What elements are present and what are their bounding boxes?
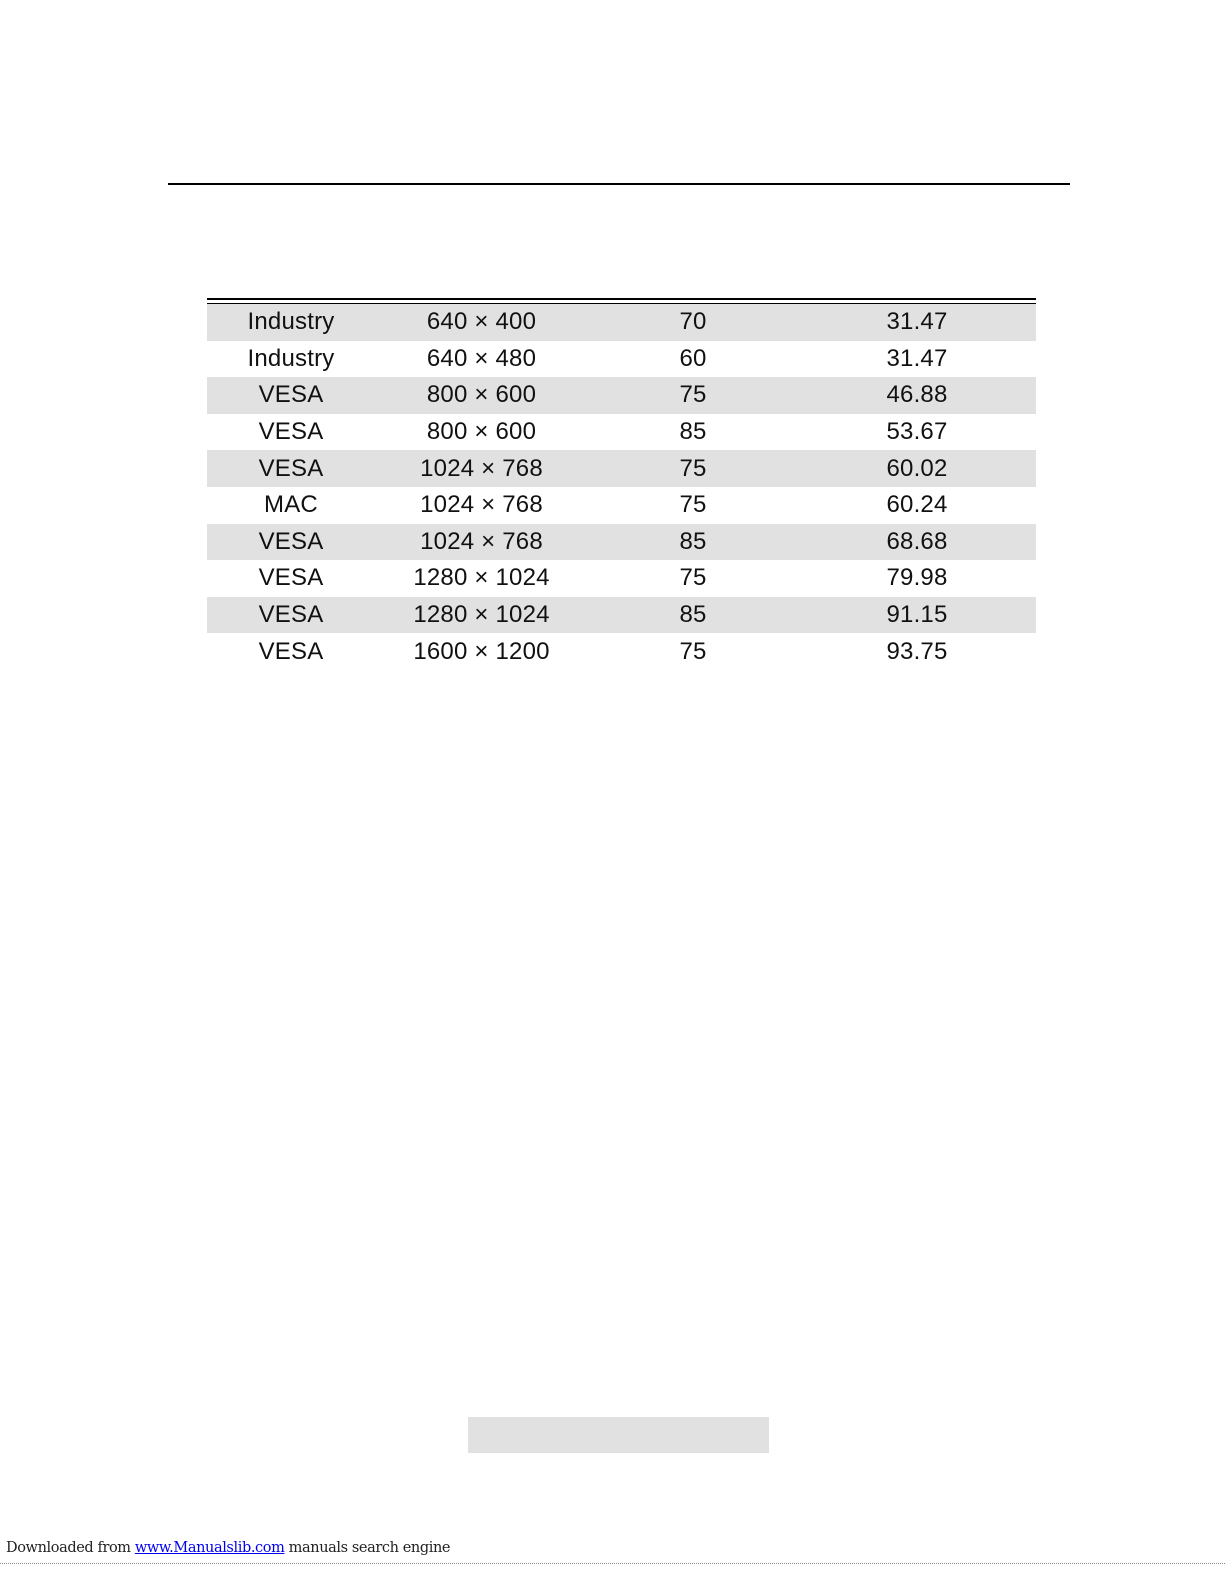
cell-resolution: 1280 × 1024: [413, 564, 550, 592]
timing-table: [207, 298, 1036, 670]
cell-vertical-frequency: 85: [679, 527, 707, 555]
table-row: [207, 341, 1036, 378]
cell-horizontal-frequency: 31.47: [886, 344, 948, 372]
cell-horizontal-frequency: 53.67: [886, 418, 948, 446]
cell-resolution: 800 × 600: [426, 418, 537, 446]
table-row: [207, 560, 1036, 597]
manualslib-link[interactable]: www.Manualslib.com: [134, 1540, 285, 1556]
table-row: [207, 487, 1036, 524]
table-row: [207, 450, 1036, 487]
table-row: [207, 377, 1036, 414]
cell-resolution: 800 × 600: [426, 381, 537, 409]
cell-vertical-frequency: 75: [679, 491, 707, 519]
cell-horizontal-frequency: 31.47: [886, 308, 948, 336]
footer-prefix: Downloaded from: [6, 1540, 135, 1556]
cell-horizontal-frequency: 60.02: [886, 454, 948, 482]
cell-horizontal-frequency: 68.68: [886, 527, 948, 555]
cell-horizontal-frequency: 60.24: [886, 491, 948, 519]
cell-vertical-frequency: 75: [679, 381, 707, 409]
cell-standard: VESA: [258, 637, 324, 665]
cell-standard: VESA: [258, 454, 324, 482]
cell-standard: Industry: [247, 344, 335, 372]
cell-horizontal-frequency: 93.75: [886, 637, 948, 665]
cell-standard: MAC: [264, 491, 318, 519]
cell-vertical-frequency: 85: [679, 418, 707, 446]
cell-vertical-frequency: 85: [679, 601, 707, 629]
table-row: [207, 633, 1036, 670]
table-row: [207, 524, 1036, 561]
table-row: [207, 597, 1036, 634]
cell-standard: VESA: [258, 418, 324, 446]
cell-horizontal-frequency: 46.88: [886, 381, 948, 409]
table-row: [207, 304, 1036, 341]
cell-resolution: 1024 × 768: [420, 527, 543, 555]
cell-resolution: 1280 × 1024: [413, 601, 550, 629]
cell-vertical-frequency: 75: [679, 564, 707, 592]
cell-vertical-frequency: 75: [679, 454, 707, 482]
cell-resolution: 1600 × 1200: [413, 637, 550, 665]
cell-standard: VESA: [258, 601, 324, 629]
cell-vertical-frequency: 75: [679, 637, 707, 665]
cell-standard: VESA: [258, 381, 324, 409]
cell-horizontal-frequency: 79.98: [886, 564, 948, 592]
cell-standard: VESA: [258, 564, 324, 592]
cell-resolution: 640 × 480: [426, 344, 537, 372]
page-edge-divider: [0, 1563, 1225, 1564]
cell-horizontal-frequency: 91.15: [886, 601, 948, 629]
download-footer: [6, 1540, 450, 1556]
cell-resolution: 640 × 400: [426, 308, 537, 336]
cell-vertical-frequency: 70: [679, 308, 707, 336]
table-row: [207, 414, 1036, 451]
cell-standard: Industry: [247, 308, 335, 336]
cell-vertical-frequency: 60: [679, 344, 707, 372]
cell-standard: VESA: [258, 527, 324, 555]
cell-resolution: 1024 × 768: [420, 491, 543, 519]
footer-suffix: manuals search engine: [284, 1540, 451, 1556]
header-rule: [168, 183, 1070, 185]
page-number-box: [468, 1417, 769, 1453]
cell-resolution: 1024 × 768: [420, 454, 543, 482]
